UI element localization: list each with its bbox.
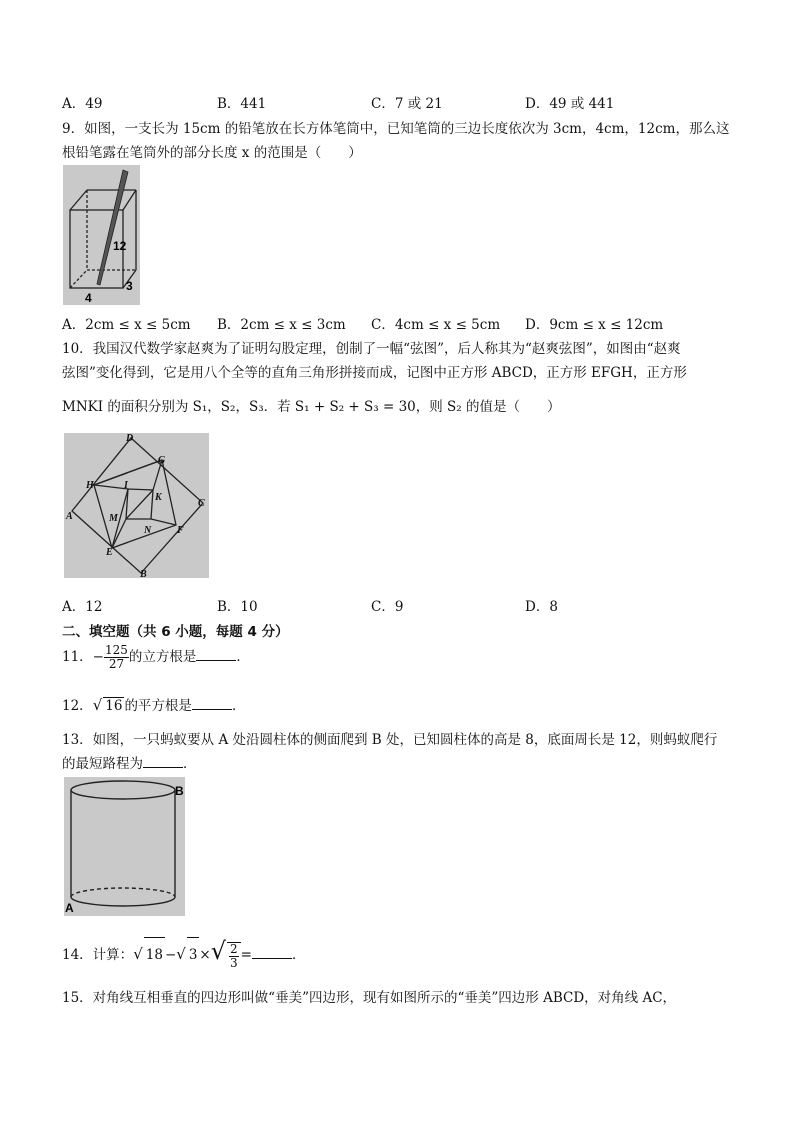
q10-option-a: A．12 — [62, 599, 103, 615]
q14-minus: − — [164, 947, 177, 963]
q9-fig-label-depth: 3 — [126, 279, 133, 293]
q13-text-line1: 13．如图，一只蚂蚁要从 A 处沿圆柱体的侧面爬到 B 处，已知圆柱体的高是 8，底面周长是 12，则蚂蚁爬行 — [62, 732, 718, 748]
q9-option-a: A．2cm ≤ x ≤ 5cm — [62, 317, 191, 333]
q11-fraction — [104, 644, 129, 671]
q10-fig-label-d: D — [126, 433, 134, 444]
q11-numerator: 125 — [105, 643, 128, 657]
q11-suffix: 的立方根是 — [128, 649, 197, 665]
q10-text-line2: 弦图”变化得到，它是用八个全等的直角三角形拼接而成，记图中正方形 ABCD，正方形 EFGH，正方形 — [62, 365, 687, 381]
q13-line2-text: 的最短路程为 — [62, 756, 143, 772]
q9-option-b: B．2cm ≤ x ≤ 3cm — [217, 317, 346, 333]
q14-radical-icon-3: √ — [210, 937, 227, 965]
q14-radicand-2: 3 — [187, 937, 200, 972]
q10-option-c: C．9 — [371, 599, 404, 615]
q10-fig-label-m: M — [109, 513, 118, 524]
q11-prefix: 11．− — [62, 649, 104, 665]
q10-fig-label-a: A — [66, 511, 73, 522]
q14-question — [62, 934, 305, 972]
q10-fig-label-h: H — [86, 480, 94, 491]
q14-radical-icon-2: √ — [176, 945, 186, 963]
q15-text-line1: 15．对角线互相垂直的四边形叫做“垂美”四边形，现有如图所示的“垂美”四边形 ABCD，对角线 AC， — [62, 990, 677, 1006]
q10-option-b: B．10 — [217, 599, 258, 615]
q12-radical-icon: √ — [92, 696, 103, 714]
q10-fig-label-n: N — [144, 525, 152, 536]
q12-prefix: 12． — [62, 698, 93, 714]
q9-figure-pencil-box — [63, 165, 140, 305]
q13-text-line2 — [62, 752, 197, 772]
q8-option-c: C．7 或 21 — [371, 96, 443, 112]
q12-end: ． — [231, 698, 246, 714]
q10-fig-label-f: F — [177, 525, 184, 536]
q11-denominator: 27 — [108, 657, 125, 671]
q10-figure-zhao-shuang-diagram — [64, 433, 209, 578]
q9-text-line1: 9．如图，一支长为 15cm 的铅笔放在长方体笔筒中，已知笔筒的三边长度依次为 3cm，4cm，12cm，那么这 — [62, 121, 730, 137]
q10-fig-label-k: K — [155, 492, 162, 503]
q14-radical-icon-1: √ — [133, 945, 143, 963]
q9-option-c: C．4cm ≤ x ≤ 5cm — [371, 317, 501, 333]
q14-numerator: 2 — [230, 941, 238, 956]
q10-text-line3: MNKI 的面积分别为 S₁，S₂，S₃．若 S₁ + S₂ + S₃ = 30，则 S₂ 的值是（ ） — [62, 399, 561, 415]
q9-fig-label-height: 12 — [113, 239, 127, 253]
q14-fraction — [227, 942, 241, 970]
section-heading-fill-in: 二、填空题（共 6 小题，每题 4 分） — [62, 624, 289, 640]
q8-option-a: A．49 — [62, 96, 103, 112]
q11-answer-blank[interactable] — [196, 648, 236, 661]
q14-radicand-1: 18 — [144, 937, 165, 972]
q14-times: × — [199, 947, 211, 963]
q13-fig-label-a: A — [65, 901, 74, 915]
q13-end: ． — [183, 756, 197, 772]
q10-fig-label-c: C — [198, 498, 205, 509]
q12-suffix: 的平方根是 — [124, 698, 192, 714]
q8-option-b: B．441 — [217, 96, 267, 112]
q10-option-d: D．8 — [525, 599, 558, 615]
q10-fig-label-e: E — [106, 547, 113, 558]
q14-denominator: 3 — [230, 955, 238, 970]
q12-radicand: 16 — [105, 698, 123, 714]
q10-text-line1: 10．我国汉代数学家赵爽为了证明勾股定理，创制了一幅“弦图”，后人称其为“赵爽弦图”，如图由“赵爽 — [62, 341, 681, 357]
q9-option-d: D．9cm ≤ x ≤ 12cm — [525, 317, 664, 333]
q14-prefix: 14．计算： — [62, 947, 134, 963]
q10-fig-label-i: I — [124, 480, 128, 491]
q14-answer-blank[interactable] — [252, 946, 292, 959]
q13-answer-blank[interactable] — [143, 755, 183, 768]
q9-text-line2: 根铅笔露在笔筒外的部分长度 x 的范围是（ ） — [62, 145, 362, 161]
q10-fig-label-g: G — [158, 455, 166, 466]
q11-question — [62, 643, 250, 671]
q14-equals: = — [240, 947, 252, 963]
q13-figure-cylinder — [64, 777, 185, 916]
q13-fig-label-b: B — [175, 784, 184, 798]
q11-end: ． — [236, 649, 250, 665]
q10-fig-label-b: B — [140, 569, 147, 578]
q14-end: ． — [291, 947, 306, 963]
q8-option-d: D．49 或 441 — [525, 96, 615, 112]
q12-question — [62, 694, 245, 714]
q9-fig-label-width: 4 — [85, 291, 92, 305]
q12-answer-blank[interactable] — [192, 697, 232, 710]
